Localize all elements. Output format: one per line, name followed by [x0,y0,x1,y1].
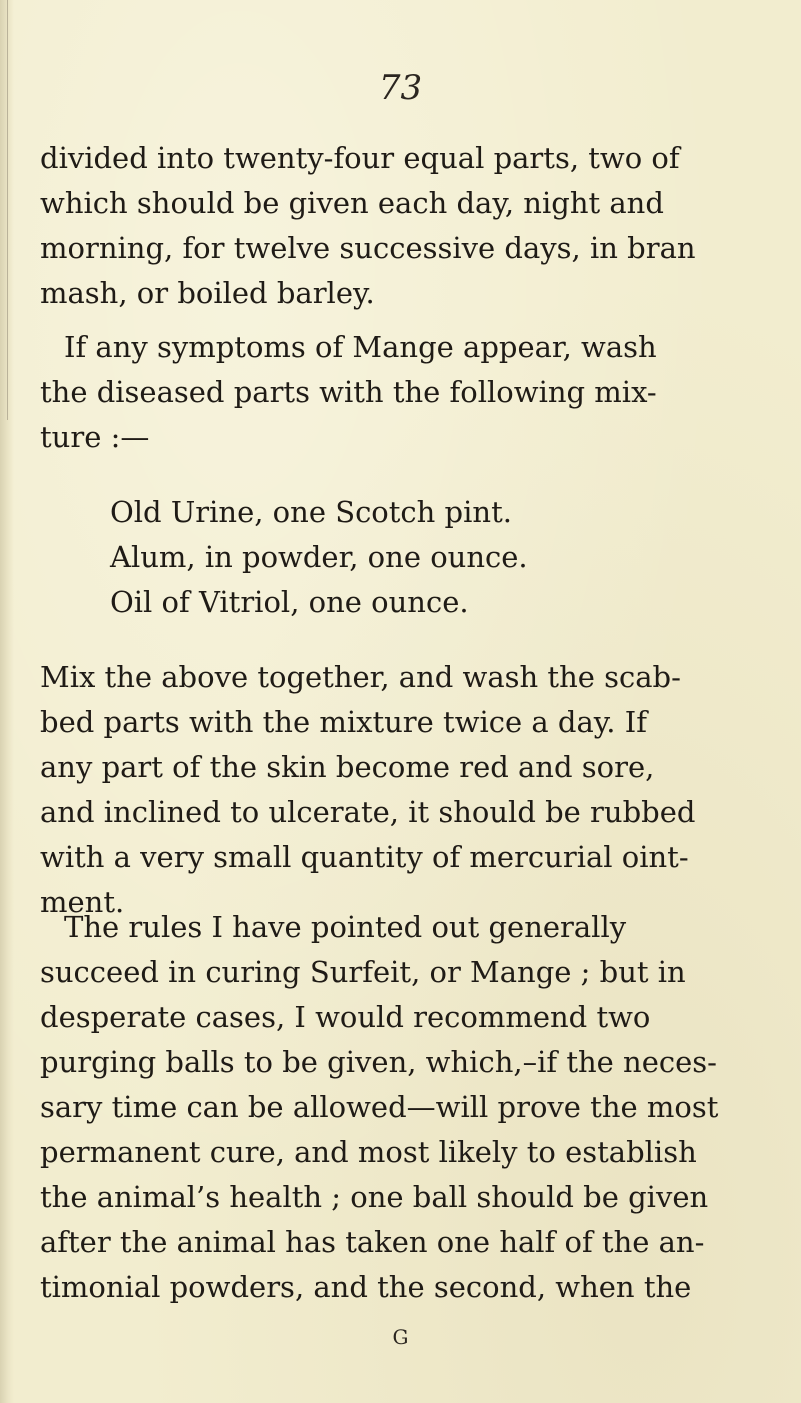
text-line: mash, or boiled barley. [40,276,375,310]
text-line: divided into twenty-four equal parts, two of [40,141,680,175]
text-line: ment. [40,885,125,919]
paragraph-3 [40,655,775,925]
page-number: 73 [378,68,423,108]
signature-mark: G [392,1325,409,1349]
page-gutter [0,0,14,1403]
text-line: desperate cases, I would recommend two [40,1000,651,1034]
recipe-item: Alum, in powder, one ounce. [110,540,528,574]
text-line: permanent cure, and most likely to establish [40,1135,697,1169]
text-line: the diseased parts with the following mix- [40,375,657,409]
text-line: any part of the skin become red and sore, [40,750,655,784]
text-line: timonial powders, and the second, when the [40,1270,692,1304]
paragraph-4 [40,905,775,1310]
text-line: which should be given each day, night and [40,186,664,220]
text-line: purging balls to be given, which,–if the neces- [40,1045,717,1079]
text-line: the animal’s health ; one ball should be given [40,1180,709,1214]
text-line: and inclined to ulcerate, it should be rubbed [40,795,696,829]
paragraph-2 [40,325,775,460]
text-line: morning, for twelve successive days, in bran [40,231,696,265]
text-line: Mix the above together, and wash the scab- [40,660,681,694]
text-line: sary time can be allowed—will prove the most [40,1090,719,1124]
paragraph-1 [40,136,775,316]
gutter-line [7,0,8,420]
text-line: If any symptoms of Mange appear, wash [64,330,657,364]
text-line: The rules I have pointed out generally [64,910,627,944]
recipe-item: Old Urine, one Scotch pint. [110,495,512,529]
text-line: ture :— [40,420,150,454]
recipe-list [110,490,710,625]
recipe-item: Oil of Vitriol, one ounce. [110,585,469,619]
text-line: after the animal has taken one half of the an- [40,1225,705,1259]
text-line: with a very small quantity of mercurial oint- [40,840,689,874]
text-line: succeed in curing Surfeit, or Mange ; but in [40,955,686,989]
text-line: bed parts with the mixture twice a day. If [40,705,647,739]
